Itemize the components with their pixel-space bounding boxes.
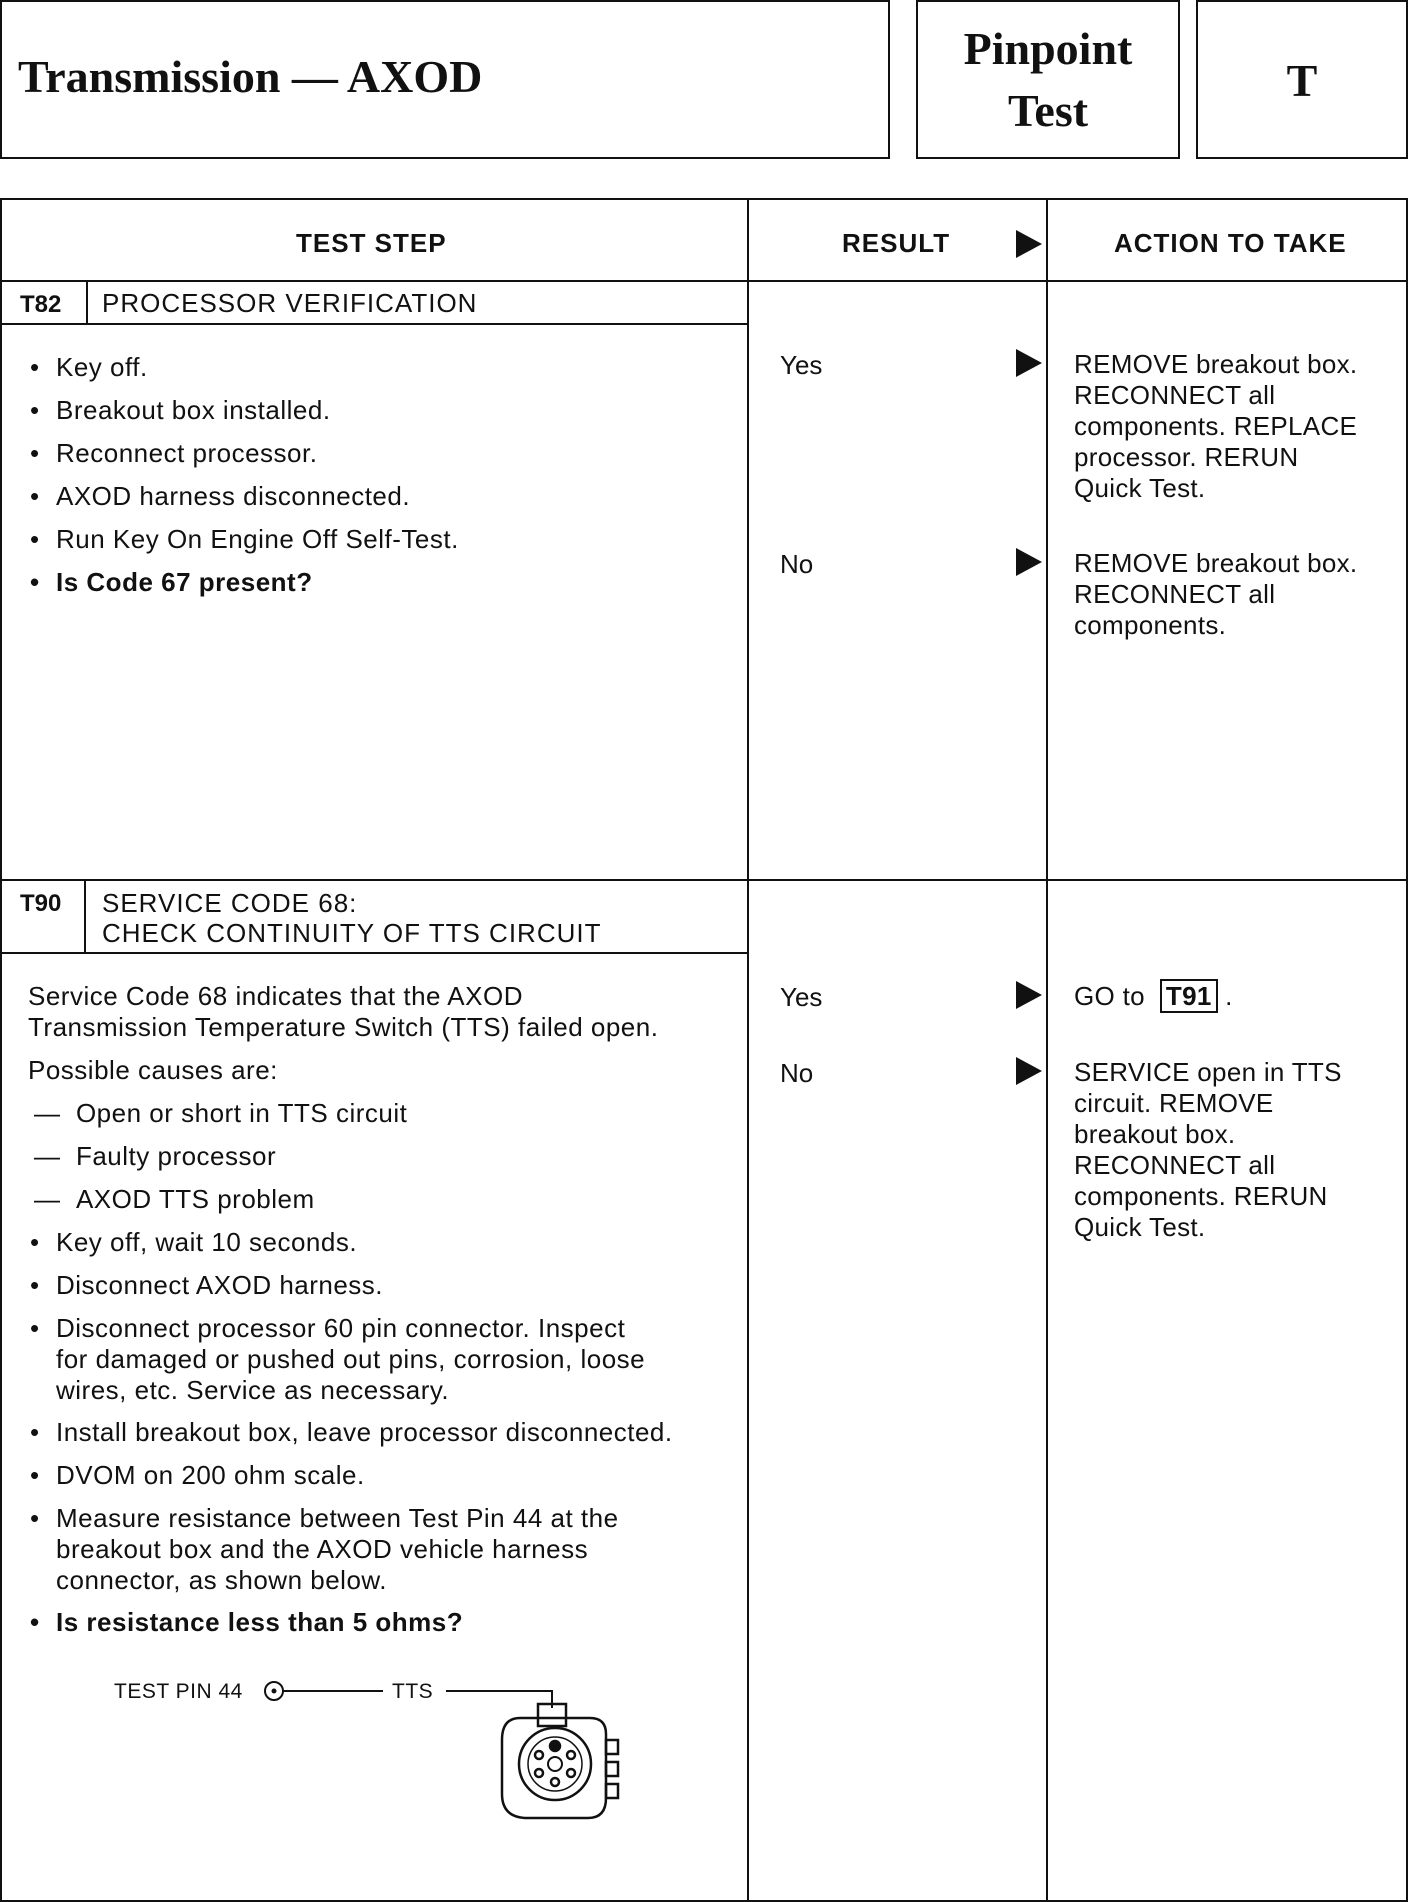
step-bullet: • Disconnect AXOD harness. [30,1270,384,1300]
pinpoint-label: Pinpoint [963,23,1133,74]
step-bullet: • Reconnect processor. [30,438,318,468]
column-divider [1046,198,1048,1902]
step-bullet: • Disconnect processor 60 pin connector. Inspect for damaged or pushed out pins, corrosion, loose wires, etc. Service as necessary. [30,1313,646,1405]
column-header-test-step: TEST STEP [296,228,447,258]
diagram-tts-label: TTS [392,1680,434,1703]
step-number: T82 [20,291,62,318]
action-yes: REMOVE breakout box. RECONNECT all components. REPLACE processor. RERUN Quick Test. [1074,349,1358,503]
result-yes: Yes [780,982,823,1012]
step-question: • Is resistance less than 5 ohms? [30,1607,464,1637]
step-bullet: • Key off. [30,352,148,382]
step-bullet: • DVOM on 200 ohm scale. [30,1460,365,1490]
cause-item: — Faulty processor [34,1141,277,1171]
arrow-right-icon [1016,548,1042,576]
step-question: • Is Code 67 present? [30,567,313,597]
test-label: Test [1007,85,1089,136]
test-pin-icon [265,1682,283,1700]
result-no: No [780,549,814,579]
column-header-action: ACTION TO TAKE [1114,228,1347,258]
arrow-right-icon [1016,349,1042,377]
step-bullet: • AXOD harness disconnected. [30,481,411,511]
result-no: No [780,1058,814,1088]
test-letter: T [1286,55,1318,106]
arrow-right-icon [1016,981,1042,1009]
pinpoint-test-box [916,0,1180,159]
step-number: T90 [20,890,62,917]
action-no: SERVICE open in TTS circuit. REMOVE breakout box. RECONNECT all components. RERUN Quick Test. [1074,1057,1342,1242]
connector-diagram [0,1660,700,1820]
step-title: SERVICE CODE 68: CHECK CONTINUITY OF TTS CIRCUIT [102,888,602,948]
reference-t91[interactable]: T91 [1160,979,1218,1013]
diagram-pin-label: TEST PIN 44 [114,1680,243,1703]
step-bullet: • Run Key On Engine Off Self-Test. [30,524,459,554]
harness-connector-icon [502,1704,618,1818]
cause-item: — AXOD TTS problem [34,1184,315,1214]
wire [446,1691,552,1708]
column-header-result: RESULT [842,228,951,258]
step-bullet: • Measure resistance between Test Pin 44 at the breakout box and the AXOD vehicle harness connector, as shown below. [30,1503,619,1595]
step-bullet: • Key off, wait 10 seconds. [30,1227,358,1257]
causes-label: Possible causes are: [28,1055,278,1085]
header-title-box [0,0,890,159]
arrow-right-icon [1016,1057,1042,1085]
action-yes: GO to T91 . [1074,981,1233,1011]
column-divider [747,198,749,1902]
page-title: Transmission — AXOD [18,51,483,102]
step-bullet: • Breakout box installed. [30,395,331,425]
action-no: REMOVE breakout box. RECONNECT all components. [1074,548,1358,640]
result-yes: Yes [780,350,823,380]
cause-item: — Open or short in TTS circuit [34,1098,408,1128]
step-bullet: • Install breakout box, leave processor disconnected. [30,1417,673,1447]
intro-text: Service Code 68 indicates that the AXOD Transmission Temperature Switch (TTS) failed open. [28,981,659,1042]
step-title: PROCESSOR VERIFICATION [102,288,478,318]
test-letter-box [1196,0,1408,159]
arrow-right-icon [1016,230,1042,258]
